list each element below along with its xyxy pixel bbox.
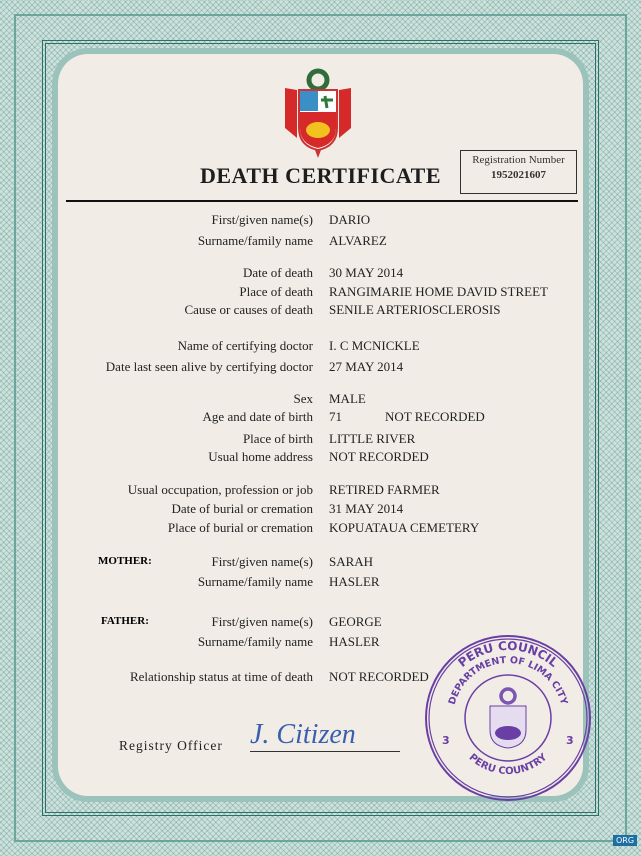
registration-box bbox=[460, 150, 577, 194]
field-row bbox=[0, 302, 641, 318]
field-value-secondary: NOT RECORDED bbox=[385, 409, 485, 424]
field-label: First/given name(s) bbox=[211, 554, 313, 569]
father-section-label: FATHER: bbox=[101, 615, 149, 627]
field-value: KOPUATAUA CEMETERY bbox=[329, 520, 480, 535]
stamp-top-text: PERU COUNCIL bbox=[455, 638, 561, 670]
field-label: Place of death bbox=[239, 284, 313, 299]
field-label: Age and date of birth bbox=[202, 409, 313, 424]
watermark-badge: ORG bbox=[613, 835, 637, 846]
field-row bbox=[0, 233, 641, 249]
field-label: First/given name(s) bbox=[211, 614, 313, 629]
field-row bbox=[0, 212, 641, 228]
registration-label: Registration Number bbox=[472, 154, 565, 166]
council-stamp bbox=[422, 632, 594, 804]
field-value: RETIRED FARMER bbox=[329, 482, 440, 497]
field-value: NOT RECORDED bbox=[329, 449, 429, 464]
field-value: HASLER bbox=[329, 574, 380, 589]
field-row bbox=[0, 391, 641, 407]
field-row bbox=[0, 431, 641, 447]
field-label: Surname/family name bbox=[197, 574, 313, 589]
field-row bbox=[0, 265, 641, 281]
field-label: Usual occupation, profession or job bbox=[127, 482, 313, 497]
registration-number: 1952021607 bbox=[491, 169, 546, 181]
signature: J. Citizen bbox=[250, 718, 400, 752]
field-value: 27 MAY 2014 bbox=[329, 359, 404, 374]
field-label: Usual home address bbox=[208, 449, 313, 464]
mother-section-label: MOTHER: bbox=[98, 555, 152, 567]
field-label: Place of burial or cremation bbox=[167, 520, 313, 535]
field-label: Date last seen alive by certifying doctor bbox=[105, 359, 313, 374]
field-row bbox=[0, 284, 641, 300]
field-label: First/given name(s) bbox=[211, 212, 313, 227]
field-row bbox=[0, 482, 641, 498]
field-row bbox=[0, 574, 641, 590]
field-value: ALVAREZ bbox=[329, 233, 387, 248]
field-row bbox=[0, 338, 641, 354]
stamp-number-right: 3 bbox=[566, 734, 574, 747]
field-value: SARAH bbox=[329, 554, 374, 569]
field-value: GEORGE bbox=[329, 614, 382, 629]
field-row bbox=[0, 409, 641, 425]
field-row bbox=[0, 449, 641, 465]
field-label: Place of birth bbox=[242, 431, 313, 446]
field-value: HASLER bbox=[329, 634, 380, 649]
field-value: 71 bbox=[329, 409, 342, 424]
field-label: Cause or causes of death bbox=[184, 302, 313, 317]
field-value: 31 MAY 2014 bbox=[329, 501, 404, 516]
field-label: Relationship status at time of death bbox=[129, 669, 313, 684]
field-label: Surname/family name bbox=[197, 233, 313, 248]
field-value: I. C MCNICKLE bbox=[329, 338, 420, 353]
field-value: SENILE ARTERIOSCLEROSIS bbox=[329, 302, 501, 317]
field-label: Surname/family name bbox=[197, 634, 313, 649]
field-value: RANGIMARIE HOME DAVID STREET bbox=[329, 284, 548, 299]
field-value: NOT RECORDED bbox=[329, 669, 429, 684]
field-label: Date of death bbox=[242, 265, 313, 280]
field-row bbox=[0, 359, 641, 375]
field-row bbox=[0, 614, 641, 630]
field-label: Date of burial or cremation bbox=[171, 501, 313, 516]
field-row bbox=[0, 520, 641, 536]
page-title: DEATH CERTIFICATE bbox=[200, 163, 442, 188]
field-label: Sex bbox=[293, 391, 313, 406]
registry-officer-label: Registry Officer bbox=[119, 738, 223, 753]
field-row bbox=[0, 554, 641, 570]
stamp-middle-text: DEPARTMENT OF LIMA CITY bbox=[446, 654, 570, 707]
field-label: Name of certifying doctor bbox=[177, 338, 313, 353]
field-value: LITTLE RIVER bbox=[329, 431, 416, 446]
field-value: DARIO bbox=[329, 212, 371, 227]
coat-of-arms-icon bbox=[283, 68, 353, 160]
divider bbox=[66, 200, 578, 202]
field-value: MALE bbox=[329, 391, 366, 406]
field-row bbox=[0, 501, 641, 517]
field-value: 30 MAY 2014 bbox=[329, 265, 404, 280]
stamp-bottom-text: PERU COUNTRY bbox=[466, 751, 550, 778]
stamp-number-left: 3 bbox=[442, 734, 450, 747]
